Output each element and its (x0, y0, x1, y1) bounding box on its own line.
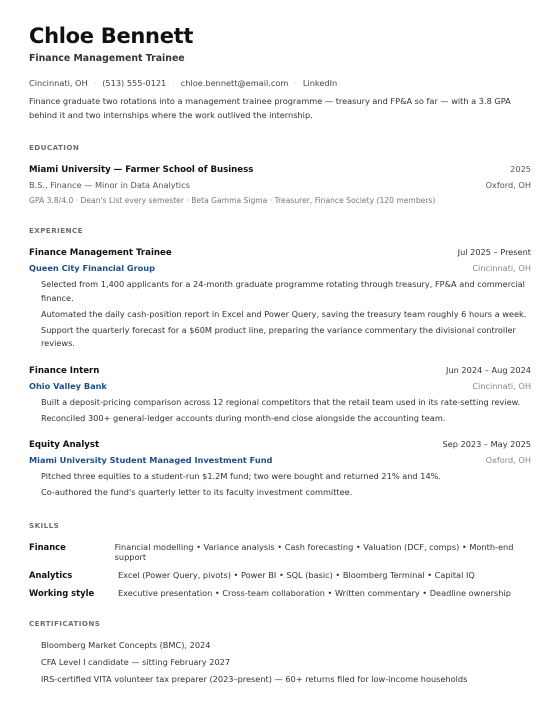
skill-category: Finance (29, 541, 66, 552)
job-bullets (29, 396, 531, 426)
candidate-name: Chloe Bennett (29, 24, 194, 48)
job-bullet: Automated the daily cash-position report in Excel and Power Query, saving the treasury team roughly 6 hours a week. (41, 308, 527, 319)
skill-items: Financial modelling • Variance analysis • Cash forecasting • Valuation (DCF, comps) • Month-end support (114, 541, 514, 562)
job-entry (29, 439, 531, 500)
job-bullet: Co-authored the fund's quarterly letter to its faculty investment committee. (41, 487, 353, 497)
education-details: GPA 3.8/4.0 · Dean's List every semester · Beta Gamma Sigma · Treasurer, Finance Society (120 members) (29, 196, 436, 205)
job-bullets (29, 470, 531, 500)
job-location: Oxford, OH (485, 455, 531, 465)
job-role: Finance Intern (29, 365, 100, 376)
graduation-year: 2025 (510, 164, 531, 174)
job-company: Ohio Valley Bank (29, 380, 107, 391)
job-company: Queen City Financial Group (29, 263, 155, 273)
skill-row (29, 542, 531, 562)
job-bullet: Reconciled 300+ general-ledger accounts during month-end close alongside the accounting team. (41, 412, 446, 423)
skill-items: Executive presentation • Cross-team collaboration • Written commentary • Deadline ownership (118, 587, 511, 598)
job-bullets (29, 278, 531, 351)
contact-email[interactable]: chloe.bennett@email.com (180, 78, 289, 88)
contact-separator: · (294, 78, 297, 88)
certification-item: Bloomberg Market Concepts (BMC), 2024 (41, 639, 211, 650)
contact-line (29, 78, 531, 88)
skill-row (29, 588, 531, 598)
job-bullet: Selected from 1,400 applicants for a 24-month graduate programme rotating through treasury, FP&A and commercial finance. (41, 279, 525, 303)
certifications-heading: CERTIFICATIONS (29, 618, 101, 628)
job-dates: Jun 2024 – Aug 2024 (446, 364, 531, 375)
contact-phone: (513) 555-0121 (102, 78, 167, 88)
skill-row (29, 570, 531, 580)
school-name: Miami University — Farmer School of Business (29, 165, 254, 175)
certification-item: CFA Level I candidate — sitting February 2027 (41, 656, 231, 667)
experience-list (29, 247, 531, 500)
job-dates: Sep 2023 – May 2025 (442, 439, 531, 449)
job-role: Equity Analyst (29, 440, 100, 450)
experience-heading: EXPERIENCE (29, 226, 83, 235)
job-company: Miami University Student Managed Investment Fund (29, 455, 273, 465)
contact-separator: · (172, 78, 175, 88)
school-location: Oxford, OH (485, 180, 531, 190)
skill-category: Analytics (29, 569, 73, 580)
contact-separator: · (93, 78, 97, 88)
job-dates: Jul 2025 – Present (457, 247, 531, 257)
degree: B.S., Finance — Minor in Data Analytics (29, 180, 190, 190)
job-entry (29, 365, 531, 426)
contact-location: Cincinnati, OH (29, 78, 88, 88)
certification-item: IRS-certified VITA volunteer tax preparer (2023–present) — 60+ returns filed for low-income households (41, 673, 468, 684)
education-entry (29, 164, 531, 205)
education-heading: EDUCATION (29, 143, 80, 152)
job-bullet: Pitched three equities to a student-run $1.2M fund; two were bought and returned 21% and 14%. (41, 471, 442, 481)
certifications-list (29, 639, 531, 686)
job-role: Finance Management Trainee (29, 248, 172, 258)
skills-table (29, 542, 531, 598)
job-location: Cincinnati, OH (472, 263, 531, 273)
candidate-title: Finance Management Trainee (29, 53, 185, 64)
summary: Finance graduate two rotations into a management trainee programme — treasury and FP&A so far — with a 3.8 GPA behind it and two internships where the work outlived the internship. (29, 96, 511, 120)
job-location: Cincinnati, OH (472, 380, 531, 391)
resume-header (29, 24, 531, 122)
skill-category: Working style (29, 587, 95, 598)
skills-heading: SKILLS (29, 520, 60, 530)
job-bullet: Support the quarterly forecast for a $60M product line, preparing the variance commentary the divisional controller reviews. (41, 324, 516, 348)
contact-linkedin[interactable]: LinkedIn (302, 78, 338, 88)
job-entry (29, 247, 531, 351)
job-bullet: Built a deposit-pricing comparison across 12 regional competitors that the retail team used in its rate-setting review. (41, 396, 521, 407)
skill-items: Excel (Power Query, pivots) • Power BI • SQL (basic) • Bloomberg Terminal • Capital IQ (118, 569, 475, 580)
